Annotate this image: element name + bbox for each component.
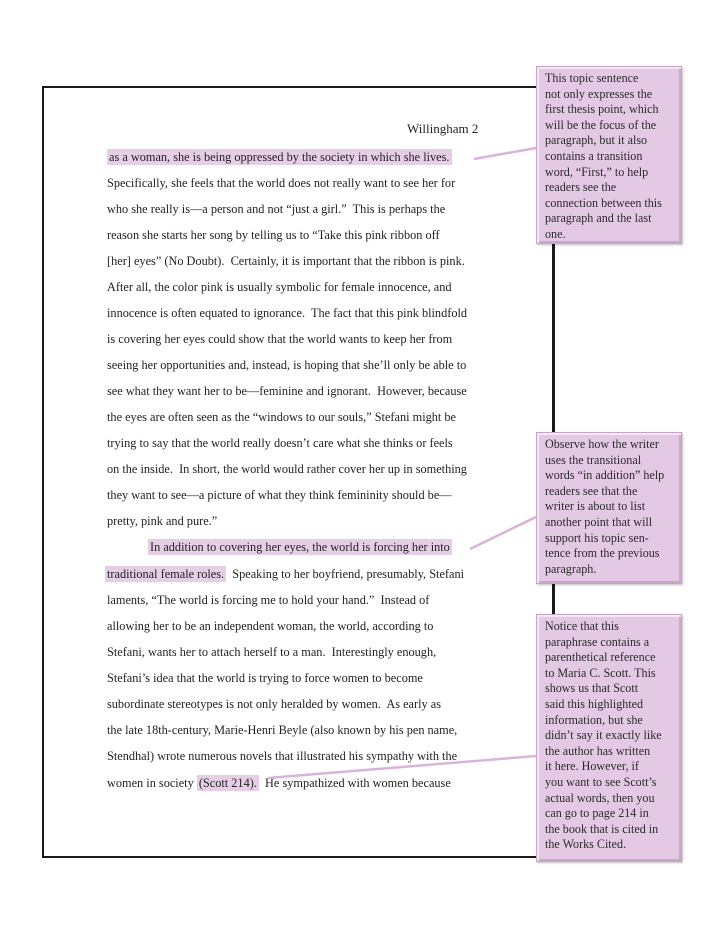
annotation-line: another point that will (545, 514, 653, 529)
essay-line: [her] eyes” (No Doubt). Certainly, it is important that the ribbon is pink. (107, 254, 465, 268)
annotation-line: said this highlighted (545, 696, 644, 711)
annotation-line: shows us that Scott (545, 681, 639, 696)
essay-line: Stefani, wants her to attach herself to a man. Interestingly enough, (107, 645, 437, 659)
annotation-line: connection between this (545, 195, 662, 210)
connector-line-1 (474, 148, 536, 159)
annotation-line: didn’t say it exactly like (545, 728, 662, 743)
essay-line: they want to see—a picture of what they think femininity should be— (107, 488, 452, 502)
annotation-line: contains a transition (545, 148, 643, 163)
topic-sentence-highlight: as a woman, she is being oppressed by the society in which she lives. (109, 150, 450, 164)
essay-line: the late 18th-century, Marie-Henri Beyle (also known by his pen name, (107, 723, 458, 737)
annotation-line: the book that is cited in (545, 821, 659, 836)
annotation-line: Observe how the writer (545, 437, 659, 451)
essay-line: pretty, pink and pure.” (107, 514, 218, 528)
essay-line-text: Speaking to her boyfriend, presumably, Stefani (226, 567, 465, 581)
annotation-line: words “in addition” help (545, 468, 665, 483)
transition-highlight: In addition to covering her eyes, the world is forcing her into (150, 540, 450, 554)
annotation-citation (536, 614, 682, 862)
annotation-transition (536, 432, 682, 584)
annotation-line: first thesis point, which (545, 102, 659, 117)
essay-line: see what they want her to be—feminine and ignorant. However, because (107, 384, 467, 398)
topic-sentence-end-highlight: traditional female roles. (107, 567, 225, 581)
annotation-line: readers see that the (545, 483, 638, 498)
annotation-line: This topic sentence (545, 71, 639, 85)
annotation-line: paraphrase contains a (545, 634, 650, 649)
connector-line-2 (470, 517, 536, 549)
essay-line: Stefani’s idea that the world is trying to force women to become (107, 671, 423, 685)
annotation-line: paragraph, but it also (545, 133, 648, 148)
annotation-line: support his topic sen- (545, 530, 649, 545)
annotation-line: actual words, then you (545, 790, 655, 805)
essay-line: is covering her eyes could show that the world wants to keep her from (107, 332, 453, 346)
running-head: Willingham 2 (407, 121, 479, 136)
essay-line: innocence is often equated to ignorance. The fact that this pink blindfold (107, 306, 468, 320)
essay-line: trying to say that the world really doesn’t care what she thinks or feels (107, 436, 453, 450)
annotation-line: will be the focus of the (545, 117, 657, 132)
essay-line-text: He sympathized with women because (258, 776, 451, 790)
essay-line: Stendhal) wrote numerous novels that illustrated his sympathy with the (107, 749, 458, 763)
annotation-line: Notice that this (545, 619, 619, 633)
essay-line: subordinate stereotypes is not only heralded by women. As early as (107, 697, 441, 711)
annotation-line: readers see the (545, 180, 617, 195)
annotation-line: one. (545, 226, 566, 241)
essay-line: seeing her opportunities and, instead, is hoping that she’ll only be able to (107, 358, 467, 372)
annotation-line: can go to page 214 in (545, 806, 649, 821)
annotation-line: not only expresses the (545, 86, 653, 101)
essay-line: reason she starts her song by telling us to “Take this pink ribbon off (107, 228, 440, 242)
connector-line-3 (268, 756, 536, 778)
annotation-line: word, “First,” to help (545, 164, 649, 179)
essay-line: Specifically, she feels that the world does not really want to see her for (107, 176, 456, 190)
annotation-line: parenthetical reference (545, 650, 656, 665)
annotation-line: it here. However, if (545, 759, 639, 774)
essay-line: the eyes are often seen as the “windows to our souls,” Stefani might be (107, 410, 457, 424)
essay-line-text: women in society (107, 776, 197, 790)
essay-line: on the inside. In short, the world would rather cover her up in something (107, 462, 467, 476)
annotation-line: paragraph. (545, 561, 597, 576)
annotation-line: writer is about to list (545, 499, 646, 514)
annotation-line: uses the transitional (545, 452, 642, 467)
annotation-topic-sentence (536, 66, 682, 244)
annotation-line: you want to see Scott’s (545, 774, 657, 789)
essay-line: laments, “The world is forcing me to hold your hand.” Instead of (107, 593, 430, 607)
essay-line: After all, the color pink is usually symbolic for female innocence, and (107, 280, 452, 294)
annotation-line: the author has written (545, 743, 651, 758)
annotation-line: paragraph and the last (545, 211, 652, 226)
annotation-line: information, but she (545, 712, 643, 727)
citation-highlight: (Scott 214). (198, 776, 257, 790)
annotation-line: the Works Cited. (545, 837, 627, 852)
annotation-line: tence from the previous (545, 546, 660, 561)
essay-line: allowing her to be an independent woman, the world, according to (107, 619, 434, 633)
annotation-line: to Maria C. Scott. This (545, 665, 656, 680)
essay-line: who she really is—a person and not “just a girl.” This is perhaps the (107, 202, 446, 216)
